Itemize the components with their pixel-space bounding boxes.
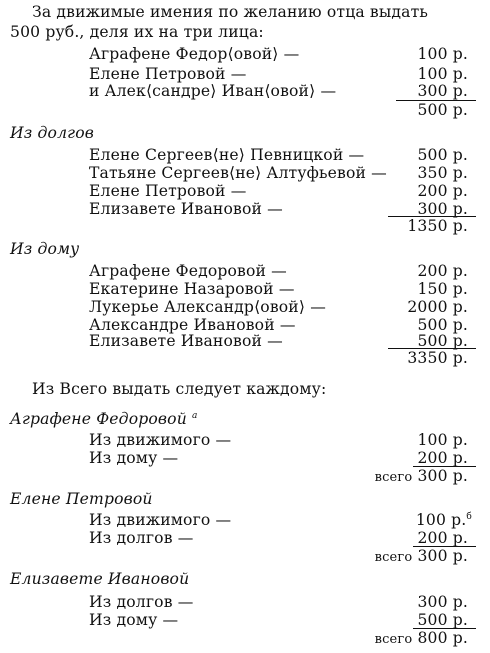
summary-intro: Из Всего выдать следует каждому:: [32, 380, 327, 398]
intro-line-2: 500 руб., деля их на три лица:: [10, 23, 264, 41]
amount-value: 100 р.: [415, 511, 467, 529]
movables-item-amount: 100 р.: [417, 45, 468, 63]
movables-item-amount: 300 р.: [417, 82, 468, 100]
house-item-amount: 2000 р.: [407, 298, 468, 316]
person-total: 300 р.: [417, 467, 468, 485]
debts-item-amount: 350 р.: [417, 164, 468, 182]
house-total: 3350 р.: [407, 349, 468, 367]
debts-item-name: Елене Петровой —: [89, 182, 247, 200]
person-total: 300 р.: [417, 547, 468, 565]
person-item-amount: 200 р.: [417, 529, 468, 547]
debts-item-name: Елене Сергеев⟨не⟩ Певницкой —: [89, 146, 365, 164]
movables-item-name: Аграфене Федор⟨овой⟩ —: [89, 45, 300, 63]
debts-item-name: Татьяне Сергеев⟨не⟩ Алтуфьевой —: [89, 164, 387, 182]
house-heading: Из дому: [10, 240, 80, 258]
debts-item-name: Елизавете Ивановой —: [89, 200, 283, 218]
person-item-amount: 300 р.: [417, 593, 468, 611]
house-item-name: Елизавете Ивановой —: [89, 332, 283, 350]
person-total: 800 р.: [417, 629, 468, 647]
debts-item-amount: 500 р.: [417, 146, 468, 164]
person-name: Елене Петровой: [10, 490, 153, 508]
person-heading: [10, 490, 153, 508]
person-item-name: Из движимого —: [89, 511, 232, 529]
movables-item-amount: 100 р.: [417, 65, 468, 83]
intro-line-1: За движимые имения по желанию отца выдать: [32, 3, 429, 21]
house-item-amount: 150 р.: [417, 280, 468, 298]
house-item-name: Екатерине Назаровой —: [89, 280, 295, 298]
person-name: Елизавете Ивановой: [10, 570, 190, 588]
person-item-name: Из движимого —: [89, 431, 232, 449]
person-total-label: всего: [374, 470, 413, 485]
house-item-amount: 500 р.: [417, 332, 468, 350]
person-item-amount: 100 р.: [417, 431, 468, 449]
person-heading: [10, 410, 198, 428]
person-total-label: всего: [374, 632, 413, 647]
footnote-marker: а: [192, 411, 198, 421]
movables-item-name: и Алек⟨сандре⟩ Иван⟨овой⟩ —: [89, 82, 337, 100]
person-name: Аграфене Федоровой: [10, 410, 187, 428]
person-heading: [10, 570, 189, 588]
movables-total: 500 р.: [417, 101, 468, 119]
person-item-name: Из долгов —: [89, 529, 194, 547]
house-item-name: Лукерье Александр⟨овой⟩ —: [89, 298, 326, 316]
person-item-name: Из дому —: [89, 611, 179, 629]
house-item-name: Александре Ивановой —: [89, 316, 296, 334]
debts-item-amount: 200 р.: [417, 182, 468, 200]
person-total-line: [375, 629, 468, 649]
house-item-name: Аграфене Федоровой —: [89, 262, 287, 280]
person-item-name: Из долгов —: [89, 593, 194, 611]
debts-total: 1350 р.: [407, 217, 468, 235]
person-item-name: Из дому —: [89, 449, 179, 467]
person-total-line: [375, 467, 468, 487]
person-item-amount: 200 р.: [417, 449, 468, 467]
person-total-line: [375, 547, 468, 567]
debts-item-amount: 300 р.: [417, 200, 468, 218]
movables-item-name: Елене Петровой —: [89, 65, 247, 83]
person-item-amount: [416, 511, 472, 529]
footnote-marker: б: [466, 512, 472, 522]
debts-heading: Из долгов: [10, 124, 94, 142]
house-item-amount: 200 р.: [417, 262, 468, 280]
person-item-amount: 500 р.: [417, 611, 468, 629]
person-total-label: всего: [374, 550, 413, 565]
house-item-amount: 500 р.: [417, 316, 468, 334]
